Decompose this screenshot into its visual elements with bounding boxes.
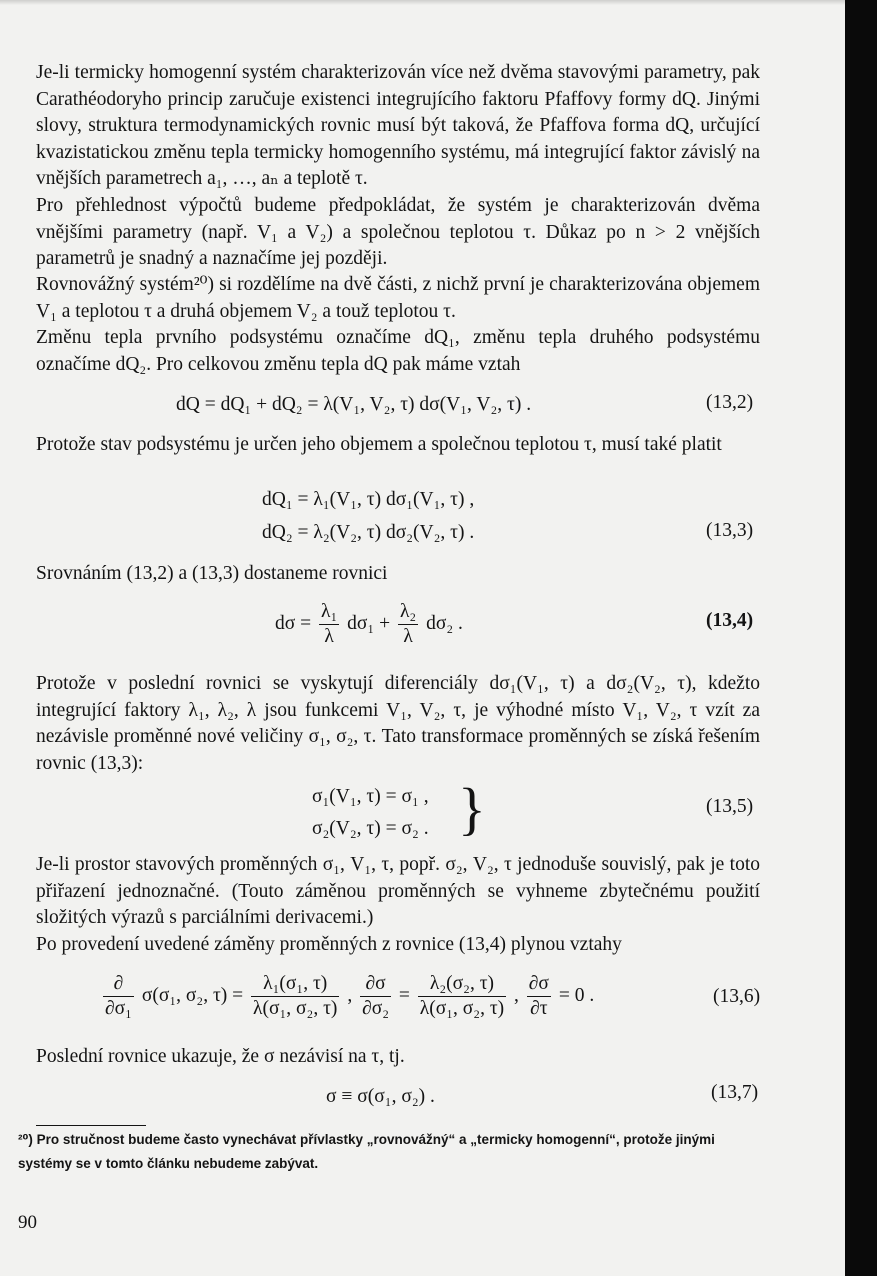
- eq-13-4-mid: dσ₁ +: [347, 612, 391, 634]
- fraction-numerator: ∂: [103, 972, 134, 997]
- eq-13-6-equals: =: [398, 984, 410, 1006]
- eq-13-6-term1: σ(σ₁, σ₂, τ) =: [141, 984, 244, 1006]
- equation-number-13-3: (13,3): [706, 520, 754, 541]
- fraction-denominator: λ(σ₁, σ₂, τ): [419, 998, 505, 1019]
- equation-number-13-5: (13,5): [706, 796, 754, 817]
- fraction-numerator: ∂σ: [360, 972, 391, 997]
- equation-13-3a: dQ₁ = λ₁(V₁, τ) dσ₁(V₁, τ) ,: [262, 489, 475, 510]
- page-number: 90: [18, 1212, 37, 1233]
- equation-13-4: [275, 600, 463, 649]
- eq-13-6-sep1: ,: [347, 984, 353, 1006]
- fraction-dsigma-dtau: [527, 972, 551, 1021]
- fraction-denominator: λ: [324, 626, 334, 647]
- paragraph-2: Pro přehlednost výpočtů budeme předpokládat, že systém je charakterizován dvěma vnějšími parametry (např. V₁ a V₂) a společnou teplotou τ. Důkaz po n > 2 vnějších parametrů je snadný a naznačíme jej později.: [36, 195, 760, 269]
- fraction-dsigma-dsigma2: [360, 972, 391, 1021]
- eq-13-6-end: = 0 .: [558, 984, 595, 1006]
- fraction-lambda2-over-lambda: [398, 600, 418, 649]
- equation-number-13-6: (13,6): [713, 986, 761, 1007]
- fraction-denominator: ∂τ: [530, 998, 548, 1019]
- fraction-numerator: λ₂: [398, 600, 418, 625]
- paragraph-1: Je-li termicky homogenní systém charakterizován více než dvěma stavovými parametry, pak Carathéodoryho princip zaručuje existenci integrujícího faktoru Pfaffovy formy dQ. Jinými slovy, struktura termodynamických rovnic musí být taková, že Pfaffova forma dQ, určující kvazistatickou změnu tepla termicky homogenního systému, má integrující faktor závislý na vnějších parametrech a₁, …, aₙ a teplotě τ.: [36, 62, 760, 189]
- equation-13-7: σ ≡ σ(σ₁, σ₂) .: [326, 1086, 435, 1107]
- scan-border: [845, 0, 877, 1276]
- eq-13-4-lhs: dσ =: [275, 612, 312, 634]
- paragraph-3: Rovnovážný systém²⁰) si rozdělíme na dvě části, z nichž první je charakterizována objemem V₁ a teplotou τ a druhá objemem V₂ a touž teplotou τ.: [36, 274, 760, 322]
- equation-number-13-7: (13,7): [711, 1082, 759, 1103]
- eq-13-4-end: dσ₂ .: [426, 612, 463, 634]
- paragraph-6: Srovnáním (13,2) a (13,3) dostaneme rovnici: [36, 563, 388, 584]
- equation-13-5b: σ₂(V₂, τ) = σ₂ .: [312, 818, 429, 839]
- fraction-lambda2-over-lambda: [418, 972, 506, 1021]
- equation-number-13-2: (13,2): [706, 392, 754, 413]
- fraction-denominator: ∂σ₁: [105, 998, 132, 1019]
- footnote-20: ²⁰) Pro stručnost budeme často vynechávat přívlastky „rovnovážný“ a „termicky homogenní“, protože jinými systémy se v tomto článku nebudeme zabývat.: [18, 1132, 715, 1171]
- fraction-lambda1-over-lambda: [319, 600, 339, 649]
- paragraph-9: Po provedení uvedené záměny proměnných z rovnice (13,4) plynou vztahy: [36, 934, 622, 955]
- paragraph-7: Protože v poslední rovnici se vyskytují diferenciály dσ₁(V₁, τ) a dσ₂(V₂, τ), kdežto integrující faktory λ₁, λ₂, λ jsou funkcemi V₁, V₂, τ, je výhodné místo V₁, V₂, τ vzít za nezávisle proměnné nové veličiny σ₁, σ₂, τ. Tato transformace proměnných se získá řešením rovnic (13,3):: [36, 673, 760, 774]
- paragraph-8: Je-li prostor stavových proměnných σ₁, V₁, τ, popř. σ₂, V₂, τ jednoduše souvislý, pak je toto přiřazení jednoznačné. (Touto záměnou proměnných se vyhneme zbytečnému použití složitých výrazů s parciálními derivacemi.): [36, 854, 760, 928]
- fraction-numerator: λ₁(σ₁, τ): [251, 972, 339, 997]
- fraction-denominator: λ: [403, 626, 413, 647]
- equation-13-5a: σ₁(V₁, τ) = σ₁ ,: [312, 786, 429, 807]
- right-brace: }: [458, 776, 486, 841]
- paragraph-10: Poslední rovnice ukazuje, že σ nezávisí na τ, tj.: [36, 1046, 405, 1067]
- fraction-partial-d-sigma1: [103, 972, 134, 1021]
- fraction-denominator: ∂σ₂: [362, 998, 390, 1019]
- fraction-lambda1-over-lambda: [251, 972, 339, 1021]
- paragraph-5: Protože stav podsystému je určen jeho objemem a společnou teplotou τ, musí také platit: [36, 434, 722, 455]
- fraction-numerator: λ₁: [319, 600, 339, 625]
- equation-13-3b: dQ₂ = λ₂(V₂, τ) dσ₂(V₂, τ) .: [262, 522, 475, 543]
- footnote-rule: [36, 1125, 146, 1126]
- equation-13-2: dQ = dQ₁ + dQ₂ = λ(V₁, V₂, τ) dσ(V₁, V₂, τ) .: [176, 394, 532, 415]
- paragraph-4: Změnu tepla prvního podsystému označíme dQ₁, změnu tepla druhého podsystému označíme dQ₂. Pro celkovou změnu tepla dQ pak máme vztah: [36, 327, 760, 375]
- scan-edge: [0, 0, 845, 5]
- equation-13-6: [100, 972, 594, 1021]
- fraction-denominator: λ(σ₁, σ₂, τ): [253, 998, 338, 1019]
- fraction-numerator: λ₂(σ₂, τ): [418, 972, 506, 997]
- fraction-numerator: ∂σ: [527, 972, 551, 997]
- eq-13-6-sep2: ,: [514, 984, 519, 1006]
- equation-number-13-4: (13,4): [706, 610, 754, 631]
